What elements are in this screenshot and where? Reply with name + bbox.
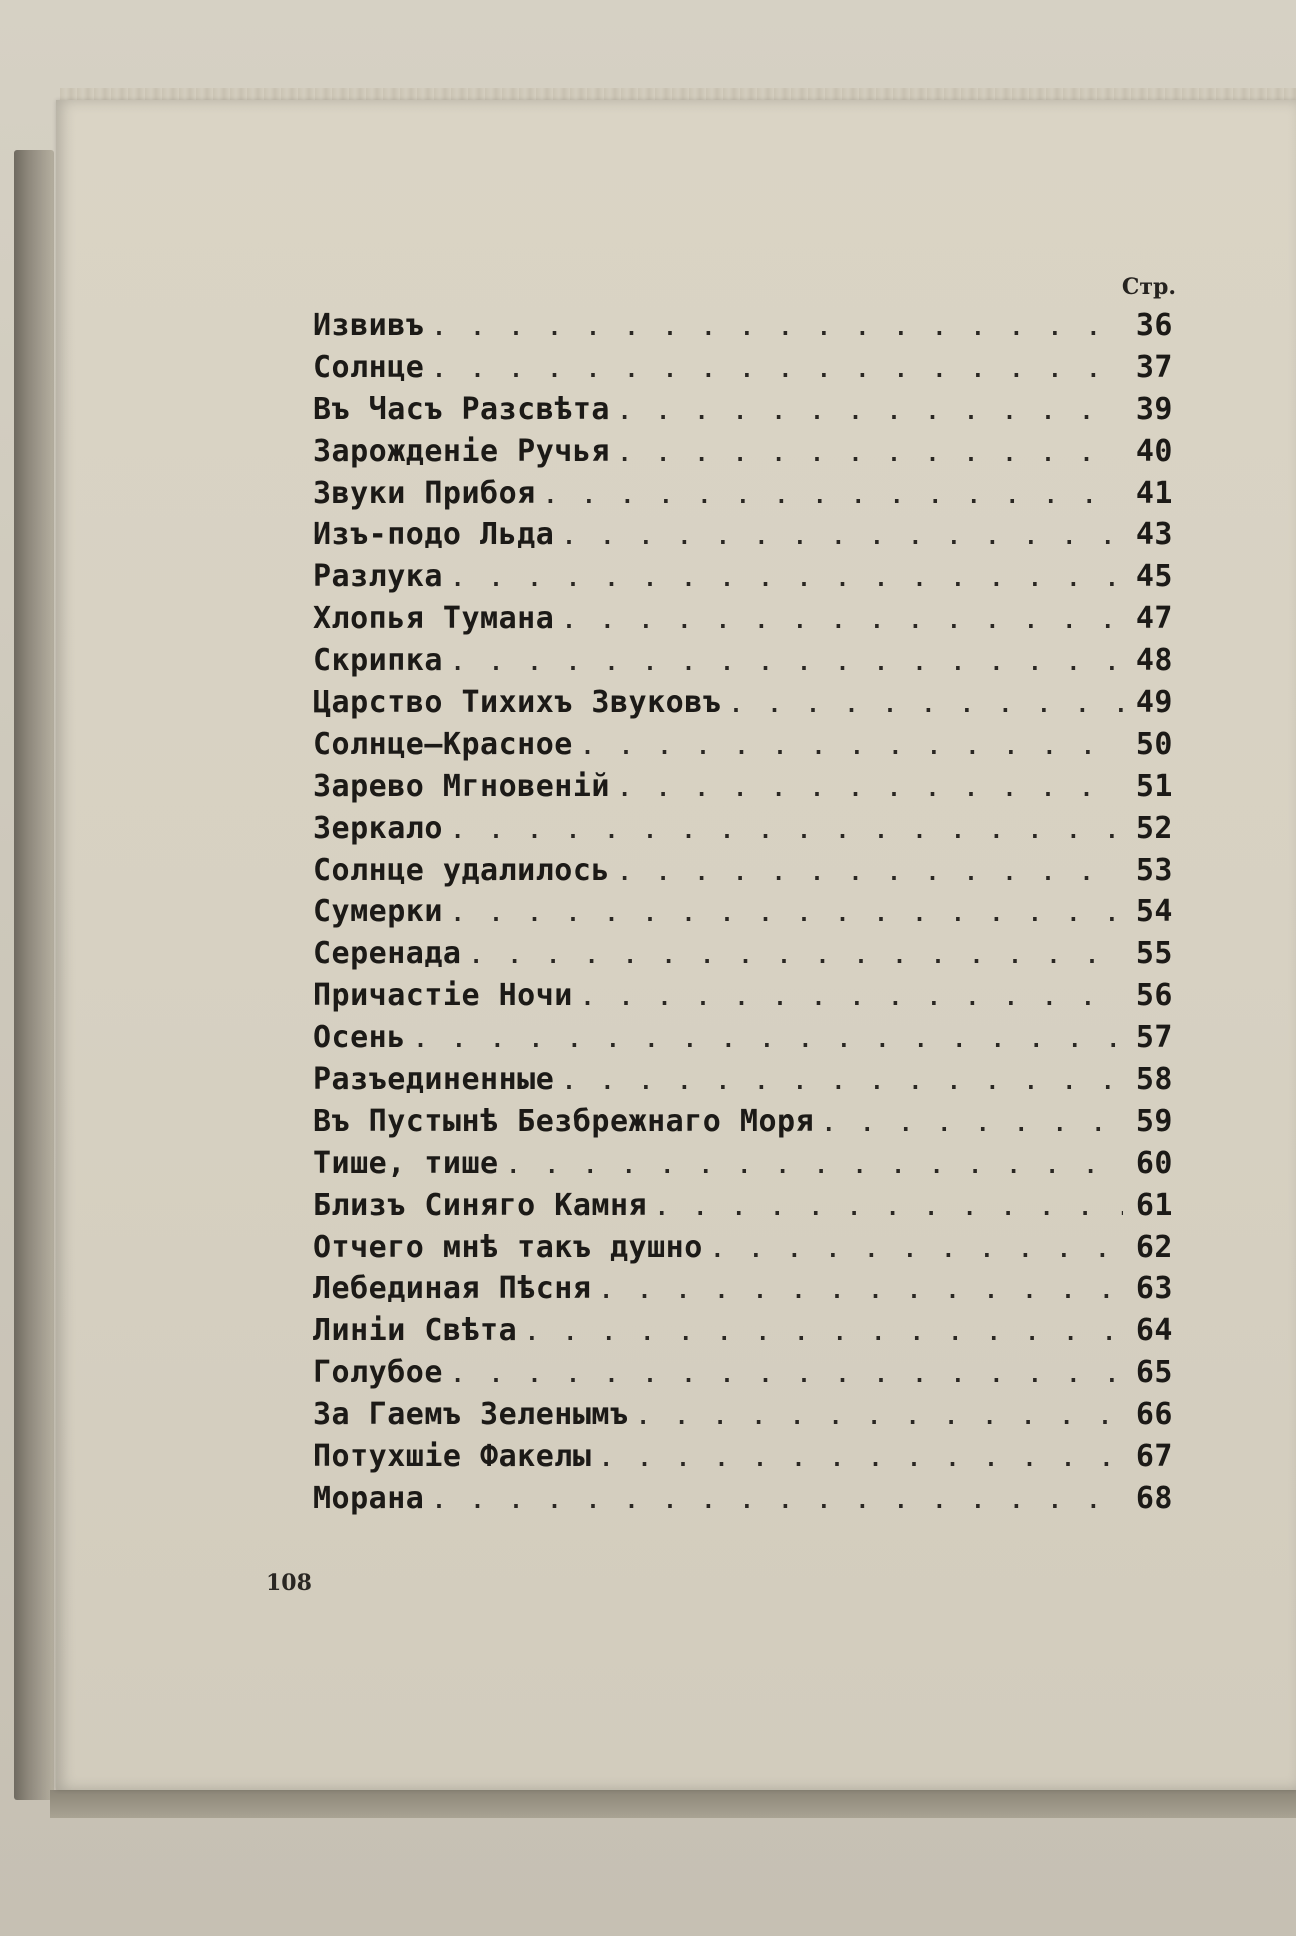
- dot-leader: [711, 1238, 1123, 1263]
- dot-leader: [451, 902, 1123, 927]
- toc-entry: [313, 434, 1173, 476]
- toc-entry: [313, 308, 1173, 350]
- toc-entry: [313, 1313, 1173, 1355]
- dot-leader: [581, 986, 1123, 1011]
- toc-entry: [313, 517, 1173, 559]
- dot-leader: [618, 777, 1123, 802]
- toc-entry-title: Отчего мнѣ такъ душно: [313, 1229, 703, 1265]
- toc-entry-title: Сумерки: [313, 894, 443, 930]
- toc-entry: [313, 894, 1173, 936]
- toc-entry-page: 62: [1135, 1229, 1173, 1265]
- toc-entry: [313, 1020, 1173, 1062]
- toc-entry: [313, 1481, 1173, 1523]
- dot-leader: [618, 400, 1123, 425]
- toc-entry-page: 50: [1135, 726, 1173, 762]
- dot-leader: [451, 567, 1123, 592]
- toc-entry-title: Изъ-подо Льда: [313, 517, 555, 553]
- toc-entry-title: Звуки Прибоя: [313, 475, 536, 511]
- toc-entry-page: 49: [1135, 685, 1173, 721]
- toc-entry-page: 59: [1135, 1103, 1173, 1139]
- toc-entry-page: 63: [1135, 1271, 1173, 1307]
- toc-entry: [313, 559, 1173, 601]
- toc-entry-page: 36: [1135, 308, 1173, 343]
- dot-leader: [544, 484, 1123, 509]
- toc-entry-title: Зеркало: [313, 810, 443, 846]
- table-of-contents: [313, 274, 1176, 1523]
- toc-entry: [313, 1146, 1173, 1188]
- toc-entry: [313, 1397, 1173, 1439]
- toc-entry-title: Зарево Мгновеній: [313, 768, 610, 804]
- toc-entry-title: Причастіе Ночи: [313, 978, 573, 1014]
- dot-leader: [655, 1196, 1123, 1221]
- toc-entry-page: 47: [1135, 601, 1173, 637]
- dot-leader: [729, 693, 1123, 718]
- toc-entry: [313, 1104, 1173, 1146]
- toc-entry-page: 37: [1135, 349, 1173, 385]
- toc-entry-page: 52: [1135, 810, 1173, 846]
- dot-leader: [451, 1363, 1123, 1388]
- toc-entry: [313, 1188, 1173, 1230]
- toc-entry-page: 64: [1135, 1313, 1173, 1349]
- toc-entry-title: Близъ Синяго Камня: [313, 1187, 648, 1223]
- toc-entry: [313, 769, 1173, 811]
- toc-entry: [313, 727, 1173, 769]
- toc-entry-page: 39: [1135, 391, 1173, 427]
- toc-entry-title: Солнце: [313, 349, 425, 385]
- dot-leader: [562, 1070, 1123, 1095]
- toc-entry: [313, 1439, 1173, 1481]
- dot-leader: [618, 861, 1123, 886]
- dot-leader: [562, 609, 1123, 634]
- dot-leader: [525, 1321, 1123, 1346]
- dot-leader: [432, 1489, 1123, 1514]
- dot-leader: [618, 442, 1123, 467]
- toc-entry-title: Разлука: [313, 559, 443, 595]
- dot-leader: [637, 1405, 1123, 1430]
- dot-leader: [599, 1447, 1123, 1472]
- toc-entry-title: Голубое: [313, 1355, 443, 1391]
- toc-entry-title: Солнце удалилось: [313, 852, 610, 888]
- toc-entry-page: 45: [1135, 559, 1173, 595]
- toc-entry-page: 58: [1135, 1062, 1173, 1098]
- toc-entry-page: 66: [1135, 1397, 1173, 1433]
- page-stack-edge: [50, 1790, 1296, 1818]
- toc-entry: [313, 350, 1173, 392]
- toc-entry: [313, 392, 1173, 434]
- toc-entry-title: Скрипка: [313, 643, 443, 679]
- dot-leader: [822, 1112, 1123, 1137]
- toc-entry-title: Хлопья Тумана: [313, 601, 555, 637]
- toc-entry-title: Солнце—Красное: [313, 726, 573, 762]
- toc-entry: [313, 811, 1173, 853]
- dot-leader: [432, 316, 1123, 341]
- toc-entry-title: Въ Часъ Разсвѣта: [313, 391, 610, 427]
- toc-entry: [313, 1062, 1173, 1104]
- toc-entry-page: 48: [1135, 643, 1173, 679]
- toc-entry: [313, 978, 1173, 1020]
- toc-entry-title: Серенада: [313, 936, 462, 972]
- toc-entry-page: 51: [1135, 768, 1173, 804]
- toc-entry-title: Осень: [313, 1020, 406, 1056]
- toc-entry: [313, 1355, 1173, 1397]
- toc-entry-title: Разъединенные: [313, 1062, 555, 1098]
- toc-entry-page: 53: [1135, 852, 1173, 888]
- toc-entry-title: Лебединая Пѣсня: [313, 1271, 592, 1307]
- toc-entry-title: За Гаемъ Зеленымъ: [313, 1397, 629, 1433]
- dot-leader: [414, 1028, 1123, 1053]
- toc-entry-title: Морана: [313, 1480, 425, 1516]
- dot-leader: [451, 651, 1123, 676]
- toc-entry-title: Царство Тихихъ Звуковъ: [313, 685, 722, 721]
- toc-entry-page: 43: [1135, 517, 1173, 553]
- dot-leader: [581, 735, 1123, 760]
- toc-entry: [313, 1230, 1173, 1272]
- dot-leader: [470, 944, 1124, 969]
- toc-entry-page: 55: [1135, 936, 1173, 972]
- toc-entry-page: 56: [1135, 978, 1173, 1014]
- toc-entry: [313, 1271, 1173, 1313]
- dot-leader: [599, 1279, 1123, 1304]
- toc-entry-page: 65: [1135, 1355, 1173, 1391]
- toc-entry-page: 40: [1135, 433, 1173, 469]
- toc-entry-title: Въ Пустынѣ Безбрежнаго Моря: [313, 1103, 815, 1139]
- toc-entry-page: 41: [1135, 475, 1173, 511]
- book-spine-edge: [14, 150, 54, 1800]
- dot-leader: [562, 525, 1123, 550]
- dot-leader: [432, 358, 1123, 383]
- toc-entry-page: 61: [1135, 1187, 1173, 1223]
- page-column-label: Стр.: [1121, 274, 1176, 300]
- toc-entry-page: 68: [1135, 1480, 1173, 1516]
- toc-entry-title: Тише, тише: [313, 1145, 499, 1181]
- toc-entry: [313, 601, 1173, 643]
- toc-entry-page: 54: [1135, 894, 1173, 930]
- toc-entry: [313, 936, 1173, 978]
- toc-entry-title: Извивъ: [313, 308, 425, 343]
- toc-entry: [313, 853, 1173, 895]
- page-number: 108: [266, 1570, 312, 1596]
- toc-entry-title: Потухшіе Факелы: [313, 1439, 592, 1475]
- toc-entry: [313, 643, 1173, 685]
- toc-entry-page: 57: [1135, 1020, 1173, 1056]
- dot-leader: [451, 819, 1123, 844]
- toc-entry-title: Линіи Свѣта: [313, 1313, 518, 1349]
- toc-entry-page: 60: [1135, 1145, 1173, 1181]
- toc-entry-title: Зарожденіе Ручья: [313, 433, 610, 469]
- toc-entry-page: 67: [1135, 1439, 1173, 1475]
- toc-entry: [313, 685, 1173, 727]
- dot-leader: [507, 1154, 1123, 1179]
- toc-list: [313, 308, 1173, 1523]
- toc-entry: [313, 476, 1173, 518]
